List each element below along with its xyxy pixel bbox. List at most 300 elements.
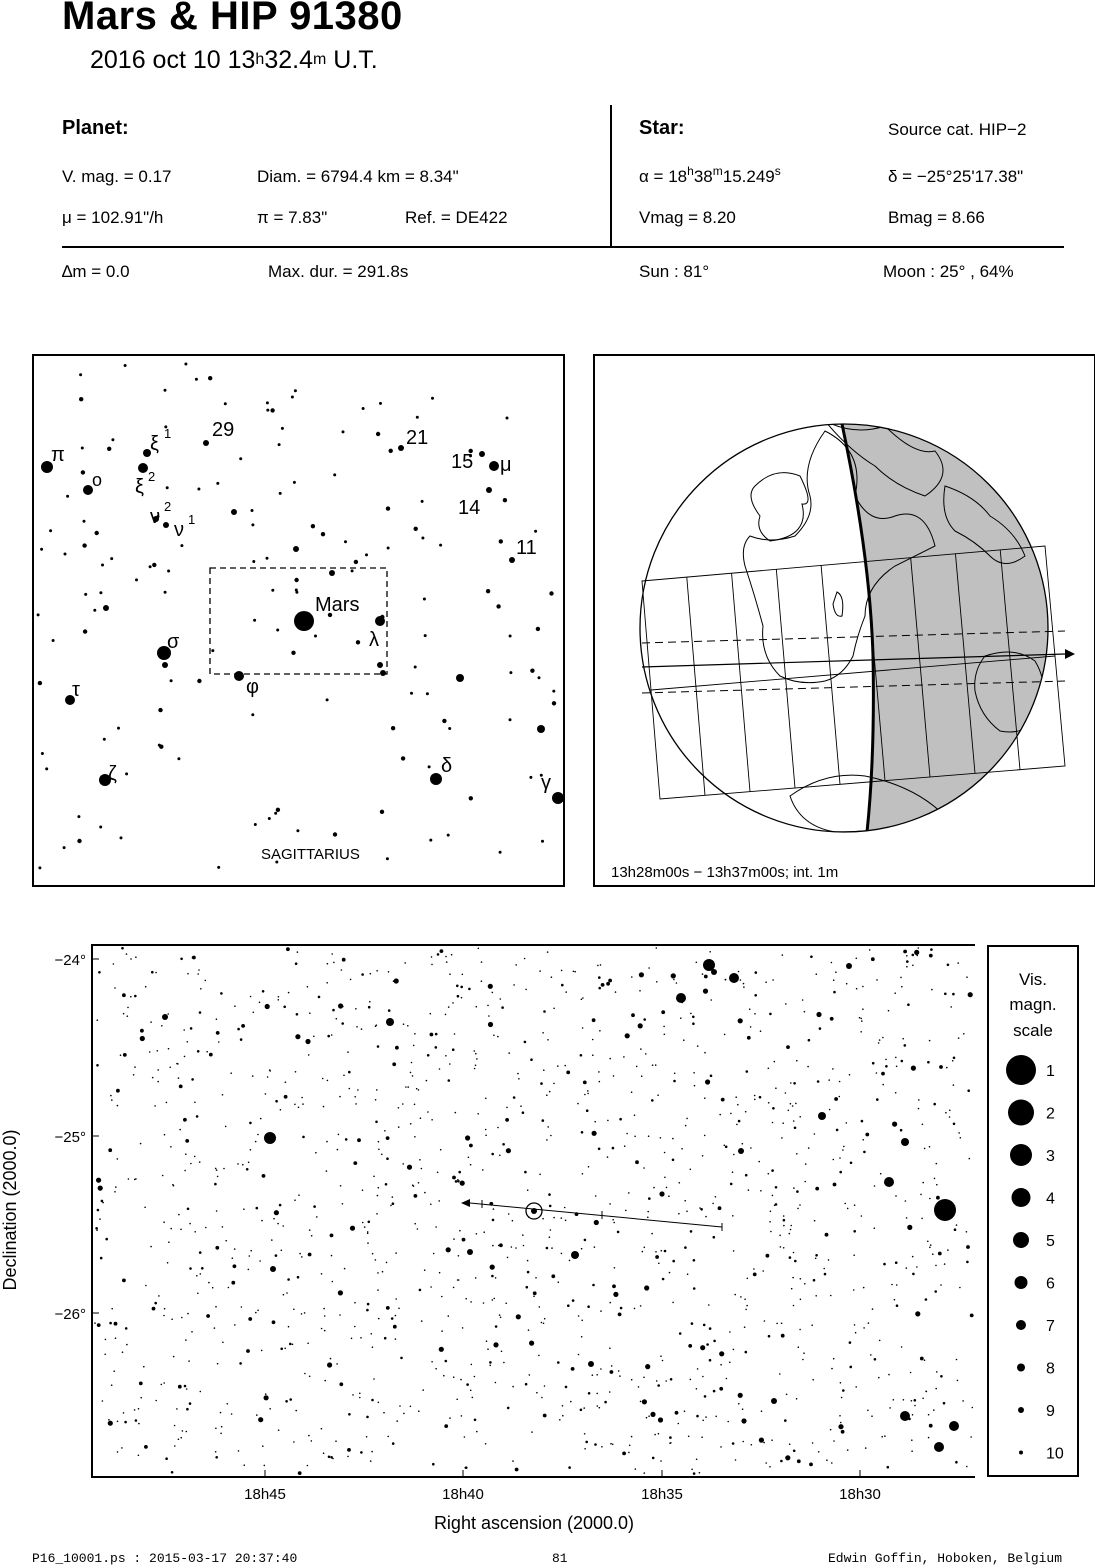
field-star xyxy=(660,1355,662,1357)
field-star xyxy=(639,972,644,977)
field-star xyxy=(640,1048,642,1050)
field-star xyxy=(918,947,920,949)
field-star xyxy=(770,1211,772,1213)
field-star xyxy=(697,1368,699,1370)
field-star xyxy=(285,1081,287,1083)
star-dot xyxy=(291,651,295,655)
field-star xyxy=(457,1279,459,1281)
field-star xyxy=(586,1109,589,1112)
field-star xyxy=(502,1143,505,1146)
legend-svg xyxy=(989,947,1077,1475)
field-star xyxy=(520,1105,522,1107)
star-dot xyxy=(82,543,86,547)
field-star xyxy=(814,1220,816,1222)
field-star xyxy=(286,1292,288,1294)
field-star xyxy=(222,1226,224,1228)
field-star xyxy=(284,1095,288,1099)
field-star xyxy=(729,973,739,983)
star-dot xyxy=(442,719,446,723)
field-star xyxy=(396,1420,398,1422)
field-star xyxy=(854,1324,856,1326)
field-star xyxy=(308,1435,310,1437)
field-star xyxy=(430,1204,432,1206)
field-star xyxy=(681,1148,683,1150)
field-star xyxy=(725,1146,728,1149)
star-dot xyxy=(93,609,96,612)
field-star xyxy=(830,1017,834,1021)
field-star xyxy=(388,1009,391,1012)
star-dot xyxy=(333,832,337,836)
field-star xyxy=(936,1196,940,1200)
field-star xyxy=(215,1246,219,1250)
field-star xyxy=(217,1363,219,1365)
star-dot xyxy=(281,427,284,430)
field-star xyxy=(571,1251,579,1259)
field-star xyxy=(952,1060,954,1062)
field-star xyxy=(264,1395,269,1400)
field-star xyxy=(461,1415,463,1417)
field-star xyxy=(585,1441,588,1444)
field-star xyxy=(669,1436,672,1439)
field-star xyxy=(493,1035,495,1037)
field-star xyxy=(592,1374,594,1376)
field-star xyxy=(122,1279,126,1283)
field-star xyxy=(352,1394,354,1396)
field-star xyxy=(472,1397,474,1399)
field-star xyxy=(906,966,908,968)
star-dot xyxy=(79,397,83,401)
field-star xyxy=(931,989,933,991)
field-star xyxy=(708,1304,710,1306)
star-dot xyxy=(537,725,545,733)
field-star xyxy=(775,1203,778,1206)
field-star xyxy=(460,1181,465,1186)
field-star xyxy=(900,1129,903,1132)
field-star xyxy=(455,1112,457,1114)
field-star xyxy=(862,1008,864,1010)
field-star xyxy=(839,1081,841,1083)
field-star xyxy=(378,1318,380,1320)
constellation-name: SAGITTARIUS xyxy=(261,846,360,863)
star-dot xyxy=(77,839,81,843)
field-star xyxy=(253,1012,255,1014)
field-star xyxy=(678,1423,680,1425)
field-star xyxy=(295,1071,297,1073)
star-dot xyxy=(429,839,432,842)
field-star xyxy=(918,1099,920,1101)
field-star xyxy=(544,1318,546,1320)
field-star xyxy=(876,1072,878,1074)
field-star xyxy=(929,1146,931,1148)
field-star xyxy=(344,1268,346,1270)
field-star xyxy=(738,1393,743,1398)
field-star xyxy=(273,1218,275,1220)
field-star xyxy=(439,1068,441,1070)
field-star xyxy=(604,1401,607,1404)
star-dot xyxy=(536,627,540,631)
field-star xyxy=(194,1102,196,1104)
field-star xyxy=(953,1123,956,1126)
field-star xyxy=(691,1322,694,1325)
field-star xyxy=(659,1191,664,1196)
field-star xyxy=(765,981,767,983)
field-star xyxy=(162,1014,168,1020)
field-star xyxy=(650,1412,655,1417)
field-star xyxy=(404,962,406,964)
star-dot xyxy=(414,666,417,669)
star-dot xyxy=(416,416,419,419)
field-star xyxy=(672,1260,675,1263)
star-dot xyxy=(321,532,325,536)
field-star xyxy=(754,994,757,997)
star-label-n21: 21 xyxy=(406,427,429,449)
field-star xyxy=(949,1110,951,1112)
field-star xyxy=(793,1120,795,1122)
field-star xyxy=(938,1445,940,1447)
field-star xyxy=(398,1308,400,1310)
field-star xyxy=(876,1098,879,1101)
field-star xyxy=(410,1072,412,1074)
star-dot xyxy=(391,726,395,730)
field-star xyxy=(419,1159,421,1161)
field-star xyxy=(114,1191,116,1193)
field-star xyxy=(294,1104,296,1106)
field-star xyxy=(895,1261,898,1264)
field-star xyxy=(704,975,708,979)
field-star xyxy=(934,1178,936,1180)
field-star xyxy=(117,1158,119,1160)
star-dot xyxy=(167,570,170,573)
field-star xyxy=(966,1466,968,1468)
field-star xyxy=(580,1409,583,1412)
field-star xyxy=(916,955,918,957)
field-star xyxy=(885,1059,887,1061)
field-star xyxy=(914,950,919,955)
field-star xyxy=(742,1143,744,1145)
field-star xyxy=(925,1298,928,1301)
field-star xyxy=(301,1256,303,1258)
field-star xyxy=(771,1169,774,1172)
field-star xyxy=(192,956,195,959)
field-star xyxy=(582,1173,584,1175)
star-label-xi2: ξ xyxy=(135,476,144,498)
field-star xyxy=(205,1227,207,1229)
field-star xyxy=(690,1230,693,1233)
field-star xyxy=(847,1449,849,1451)
field-star xyxy=(906,1217,908,1219)
field-star xyxy=(713,1340,716,1343)
field-star xyxy=(587,1093,589,1095)
field-star xyxy=(430,1013,432,1015)
field-star xyxy=(178,1385,182,1389)
star-dot xyxy=(234,671,244,681)
field-star xyxy=(373,1378,375,1380)
field-star xyxy=(362,1189,364,1191)
field-star xyxy=(829,1109,831,1111)
field-star xyxy=(911,1450,913,1452)
field-star xyxy=(435,1046,438,1049)
field-star xyxy=(871,1415,873,1417)
field-star xyxy=(485,1135,487,1137)
field-star xyxy=(912,954,915,957)
field-star xyxy=(957,1380,959,1382)
field-star xyxy=(594,1220,599,1225)
field-star xyxy=(935,1388,937,1390)
star-dot xyxy=(138,463,148,473)
field-star xyxy=(216,1169,218,1171)
planet-motion: μ = 102.91"/h xyxy=(62,208,164,227)
field-star xyxy=(921,1218,923,1220)
field-star xyxy=(712,1203,714,1205)
field-star xyxy=(258,1417,263,1422)
field-star xyxy=(492,1299,494,1301)
star-source-catalog: Source cat. HIP−2 xyxy=(888,120,1027,139)
field-star xyxy=(326,1170,328,1172)
field-star xyxy=(734,1294,736,1296)
field-star xyxy=(856,988,858,990)
field-star xyxy=(957,962,959,964)
field-star xyxy=(162,1175,164,1177)
star-dot xyxy=(379,402,382,405)
dec-tick-label: −25° xyxy=(54,1129,86,1146)
field-star xyxy=(651,1099,654,1102)
field-star xyxy=(174,1425,176,1427)
field-star xyxy=(800,1278,802,1280)
field-star xyxy=(476,1006,478,1008)
star-label-delta: δ xyxy=(441,755,453,777)
field-star xyxy=(318,996,321,999)
field-star xyxy=(246,1349,250,1353)
field-star xyxy=(553,1217,555,1219)
star-dot xyxy=(509,557,515,563)
field-star xyxy=(804,1283,806,1285)
field-star xyxy=(179,1129,181,1131)
field-star xyxy=(709,951,711,953)
field-star xyxy=(934,1199,956,1221)
field-star xyxy=(154,1105,156,1107)
field-star xyxy=(850,1162,853,1165)
field-star xyxy=(304,1373,306,1375)
field-star xyxy=(562,1405,564,1407)
field-star xyxy=(958,1132,960,1134)
field-star xyxy=(610,1443,612,1445)
field-star xyxy=(223,1168,225,1170)
field-star xyxy=(640,1401,642,1403)
field-star xyxy=(234,1248,236,1250)
field-star xyxy=(953,1084,955,1086)
field-star xyxy=(738,1120,741,1123)
field-star xyxy=(437,953,440,956)
field-star xyxy=(255,1312,257,1314)
field-star xyxy=(564,1207,566,1209)
field-star xyxy=(386,1262,388,1264)
field-star xyxy=(512,1220,514,1222)
field-star xyxy=(164,1134,166,1136)
field-star xyxy=(737,1104,739,1106)
field-star xyxy=(612,1219,614,1221)
field-star xyxy=(382,1271,384,1273)
field-star xyxy=(485,1443,487,1445)
field-star xyxy=(168,1241,170,1243)
star-dot xyxy=(266,401,269,404)
field-star xyxy=(861,1020,863,1022)
star-label-nu2: ν xyxy=(150,506,160,528)
star-dot xyxy=(164,591,167,594)
field-star xyxy=(702,1155,704,1157)
field-star xyxy=(856,958,858,960)
field-star xyxy=(652,1457,655,1460)
field-star xyxy=(553,1008,555,1010)
field-star xyxy=(539,1174,541,1176)
field-star xyxy=(448,1079,451,1082)
field-star xyxy=(527,1271,530,1274)
star-dot xyxy=(177,757,180,760)
field-star xyxy=(922,1182,924,1184)
field-star xyxy=(672,1302,674,1304)
field-star xyxy=(762,1270,764,1272)
field-star xyxy=(815,1295,817,1297)
field-star xyxy=(297,1276,300,1279)
field-star xyxy=(457,995,460,998)
field-star xyxy=(311,1235,313,1237)
field-star xyxy=(354,1096,356,1098)
field-star xyxy=(745,1309,747,1311)
star-dot xyxy=(95,531,99,535)
field-star xyxy=(259,1002,261,1004)
field-star xyxy=(671,973,676,978)
field-star xyxy=(348,1071,351,1074)
field-star xyxy=(817,1080,820,1083)
field-star xyxy=(738,1403,740,1405)
field-star xyxy=(567,1304,570,1307)
field-star xyxy=(522,1234,524,1236)
field-star xyxy=(536,1392,538,1394)
field-star xyxy=(623,1056,625,1058)
field-star xyxy=(744,1326,746,1328)
field-star xyxy=(657,1094,659,1096)
field-star xyxy=(551,976,553,978)
field-star xyxy=(645,1364,650,1369)
field-star xyxy=(730,1113,732,1115)
field-star xyxy=(386,1306,390,1310)
field-star xyxy=(906,1267,908,1269)
star-dot xyxy=(447,834,450,837)
field-star xyxy=(257,1134,259,1136)
legend-mag-label: 4 xyxy=(1046,1190,1055,1208)
field-star xyxy=(749,1008,751,1010)
field-star xyxy=(98,1186,103,1191)
field-star xyxy=(657,1384,660,1387)
field-star xyxy=(795,1103,797,1105)
constellation-svg xyxy=(34,356,563,885)
field-star xyxy=(430,1286,432,1288)
star-dot xyxy=(486,589,490,593)
star-dot xyxy=(103,738,106,741)
field-star xyxy=(609,1347,611,1349)
field-star xyxy=(823,1268,825,1270)
field-star xyxy=(940,1375,943,1378)
max-duration: Max. dur. = 291.8s xyxy=(268,262,409,281)
field-star xyxy=(216,1210,218,1212)
star-dot xyxy=(166,486,169,489)
field-star xyxy=(895,1195,897,1197)
legend-mag-label: 10 xyxy=(1046,1445,1064,1463)
field-star xyxy=(260,1118,262,1120)
field-star xyxy=(561,984,564,987)
field-star xyxy=(398,1126,400,1128)
star-dot xyxy=(294,389,297,392)
time-interval-caption: 13h28m00s − 13h37m00s; int. 1m xyxy=(611,864,839,881)
field-star xyxy=(262,1445,264,1447)
page-title: Mars & HIP 91380 xyxy=(62,0,403,38)
field-star xyxy=(200,988,202,990)
field-star xyxy=(772,1107,775,1110)
field-star xyxy=(307,1343,309,1345)
field-star xyxy=(414,1033,416,1035)
field-star xyxy=(743,983,745,985)
field-star xyxy=(234,1005,236,1007)
field-star xyxy=(802,999,804,1001)
star-dot xyxy=(414,527,418,531)
field-star xyxy=(426,1080,428,1082)
field-star xyxy=(194,1156,196,1158)
field-star xyxy=(618,1370,620,1372)
star-dot xyxy=(387,547,390,550)
field-star xyxy=(196,1275,198,1277)
field-star xyxy=(794,1260,797,1263)
ra-tick-label: 18h30 xyxy=(839,1486,881,1503)
legend-mag-label: 6 xyxy=(1046,1275,1055,1293)
field-star xyxy=(475,1065,477,1067)
field-star xyxy=(455,1180,458,1183)
star-right-ascension: $\alpha = 18^h38^m15.249^s$ xyxy=(639,164,781,186)
field-star xyxy=(368,1006,371,1009)
field-star xyxy=(839,1171,842,1174)
field-star xyxy=(155,972,157,974)
star-dot xyxy=(351,569,354,572)
field-star xyxy=(491,1275,494,1278)
field-star xyxy=(343,1075,345,1077)
field-star xyxy=(332,1281,334,1283)
field-star xyxy=(732,1442,735,1445)
field-star xyxy=(578,1354,580,1356)
field-star xyxy=(342,958,346,962)
field-star xyxy=(910,1372,912,1374)
field-star xyxy=(771,1398,777,1404)
field-star xyxy=(220,1412,222,1414)
star-dot xyxy=(66,495,69,498)
star-dot xyxy=(125,772,128,775)
field-star xyxy=(411,1062,413,1064)
field-star xyxy=(600,1310,602,1312)
field-star xyxy=(313,1036,315,1038)
field-star xyxy=(197,973,199,975)
field-star xyxy=(113,963,115,965)
field-star xyxy=(780,1460,783,1463)
direction-arrow xyxy=(1065,649,1075,659)
field-star xyxy=(105,1238,108,1241)
field-star xyxy=(807,1066,809,1068)
field-star xyxy=(250,1250,252,1252)
field-star xyxy=(587,1090,589,1092)
field-star xyxy=(594,1246,596,1248)
field-star xyxy=(391,1317,394,1320)
field-star xyxy=(754,1095,756,1097)
star-dot xyxy=(530,669,534,673)
field-star xyxy=(275,1100,278,1103)
field-star xyxy=(114,987,116,989)
field-star xyxy=(206,1051,208,1053)
